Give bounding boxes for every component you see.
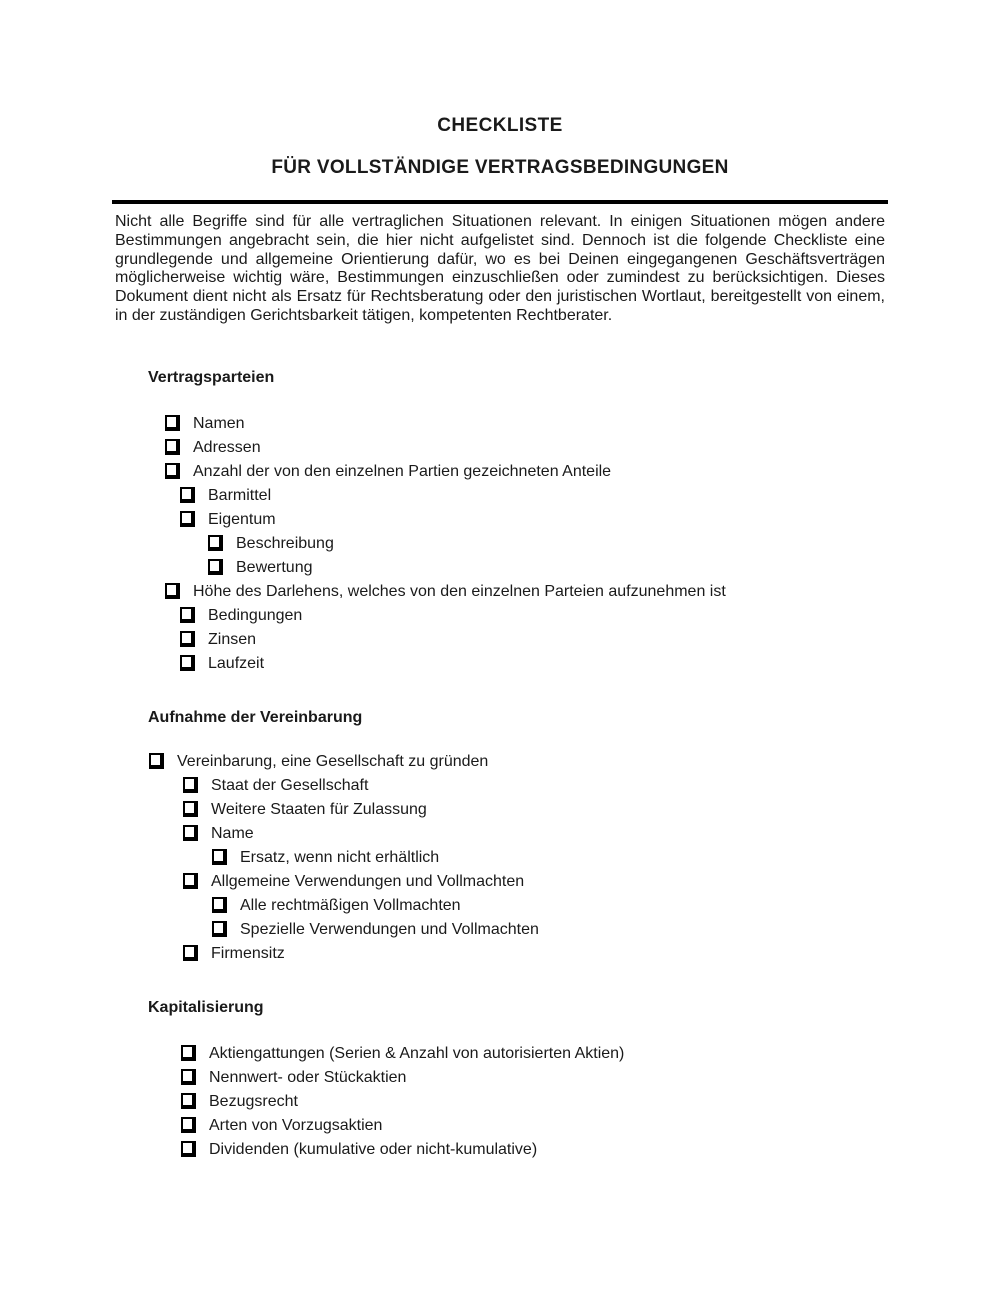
checkbox-icon [180,607,195,623]
checklist-item [208,556,1000,580]
section-heading: Kapitalisierung [148,999,264,1016]
document-subtitle: FÜR VOLLSTÄNDIGE VERTRAGSBEDINGUNGEN [271,157,729,178]
checklist-item [181,1066,1000,1090]
checklist-item-label: Ersatz, wenn nicht erhältlich [240,849,440,866]
checklist-item-label: Firmensitz [211,945,285,962]
checklist-item [183,774,1000,798]
checklist [0,412,1000,676]
checklist-item [183,822,1000,846]
checklist-item-label: Bewertung [236,559,313,576]
checklist-item [165,460,1000,484]
horizontal-rule [112,200,888,204]
section-aufnahme-der-vereinbarung [0,708,1000,966]
checklist-item-label: Vereinbarung, eine Gesellschaft zu gründen [177,753,489,770]
checkbox-icon [212,921,227,937]
checkbox-icon [183,825,198,841]
checkbox-icon [165,415,180,431]
checkbox-icon [208,535,223,551]
checklist-item-label: Bezugsrecht [209,1093,298,1110]
checkbox-icon [181,1141,196,1157]
checklist-item-label: Bedingungen [208,607,303,624]
checklist-item [180,484,1000,508]
checklist-item [165,412,1000,436]
checklist-item [165,580,1000,604]
checkbox-icon [165,463,180,479]
checklist-item-label: Nennwert- oder Stückaktien [209,1069,407,1086]
checklist-item [212,846,1000,870]
checklist-item [149,750,1000,774]
checkbox-icon [212,849,227,865]
checkbox-icon [180,487,195,503]
checkbox-icon [180,655,195,671]
checklist-item-label: Beschreibung [236,535,334,552]
checklist-item-label: Höhe des Darlehens, welches von den einzelnen Parteien aufzunehmen ist [193,583,726,600]
checklist-item-label: Adressen [193,439,261,456]
checkbox-icon [181,1117,196,1133]
checkbox-icon [183,801,198,817]
intro-paragraph: Nicht alle Begriffe sind für alle vertraglichen Situationen relevant. In einigen Situationen mögen andere Bestimmungen angebracht sein, die hier nicht aufgelistet sind. Dennoch ist die folgende Checkliste eine grundlegende und allgemeine Orientierung dafür, wo es bei Deinen eingegangenen Geschäftsverträgen möglicherweise wichtig wäre, Bestimmungen einzuschließen oder zumindest zu berücksichtigen. Dieses Dokument dient nicht als Ersatz für Rechtsberatung oder den juristischen Wortlaut, bereitgestellt von einem, in der zuständigen Gerichtsbarkeit tätigen, kompetenten Rechtberater. [115,213,885,324]
section-heading: Aufnahme der Vereinbarung [148,709,363,726]
checklist-item-label: Dividenden (kumulative oder nicht-kumulative) [209,1141,538,1158]
checkbox-icon [180,631,195,647]
checklist-item-label: Laufzeit [208,655,265,672]
checkbox-icon [181,1045,196,1061]
checklist-item-label: Eigentum [208,511,276,528]
checklist-item [212,894,1000,918]
checklist-item-label: Allgemeine Verwendungen und Vollmachten [211,873,525,890]
checklist-item [180,604,1000,628]
checkbox-icon [180,511,195,527]
checkbox-icon [181,1069,196,1085]
section-heading: Vertragsparteien [148,369,275,386]
checklist-item-label: Anzahl der von den einzelnen Partien gezeichneten Anteile [193,463,612,480]
checklist-item [180,508,1000,532]
checklist-item [183,798,1000,822]
checklist-item [180,652,1000,676]
checkbox-icon [183,873,198,889]
checklist-item [181,1090,1000,1114]
checklist-item [181,1114,1000,1138]
checklist-item-label: Weitere Staaten für Zulassung [211,801,427,818]
checklist-item [181,1042,1000,1066]
checklist-item-label: Arten von Vorzugsaktien [209,1117,383,1134]
checklist-item [180,628,1000,652]
checkbox-icon [165,583,180,599]
checkbox-icon [181,1093,196,1109]
checklist [0,1042,1000,1162]
checklist-item [183,870,1000,894]
checklist-item [165,436,1000,460]
checklist-item [208,532,1000,556]
checklist-item-label: Zinsen [208,631,257,648]
checklist-item-label: Alle rechtmäßigen Vollmachten [240,897,461,914]
document-title: CHECKLISTE [437,115,563,136]
checklist-item [181,1138,1000,1162]
checklist-item-label: Aktiengattungen (Serien & Anzahl von autorisierten Aktien) [209,1045,625,1062]
checklist-item-label: Staat der Gesellschaft [211,777,369,794]
section-kapitalisierung [0,998,1000,1162]
checklist [0,750,1000,966]
checklist-item-label: Spezielle Verwendungen und Vollmachten [240,921,539,938]
checkbox-icon [212,897,227,913]
checklist-item [212,918,1000,942]
checkbox-icon [183,945,198,961]
checkbox-icon [183,777,198,793]
checklist-item [183,942,1000,966]
checkbox-icon [165,439,180,455]
checkbox-icon [208,559,223,575]
section-vertragsparteien [0,368,1000,676]
checklist-item-label: Namen [193,415,245,432]
checklist-item-label: Barmittel [208,487,272,504]
checkbox-icon [149,753,164,769]
checklist-item-label: Name [211,825,254,842]
